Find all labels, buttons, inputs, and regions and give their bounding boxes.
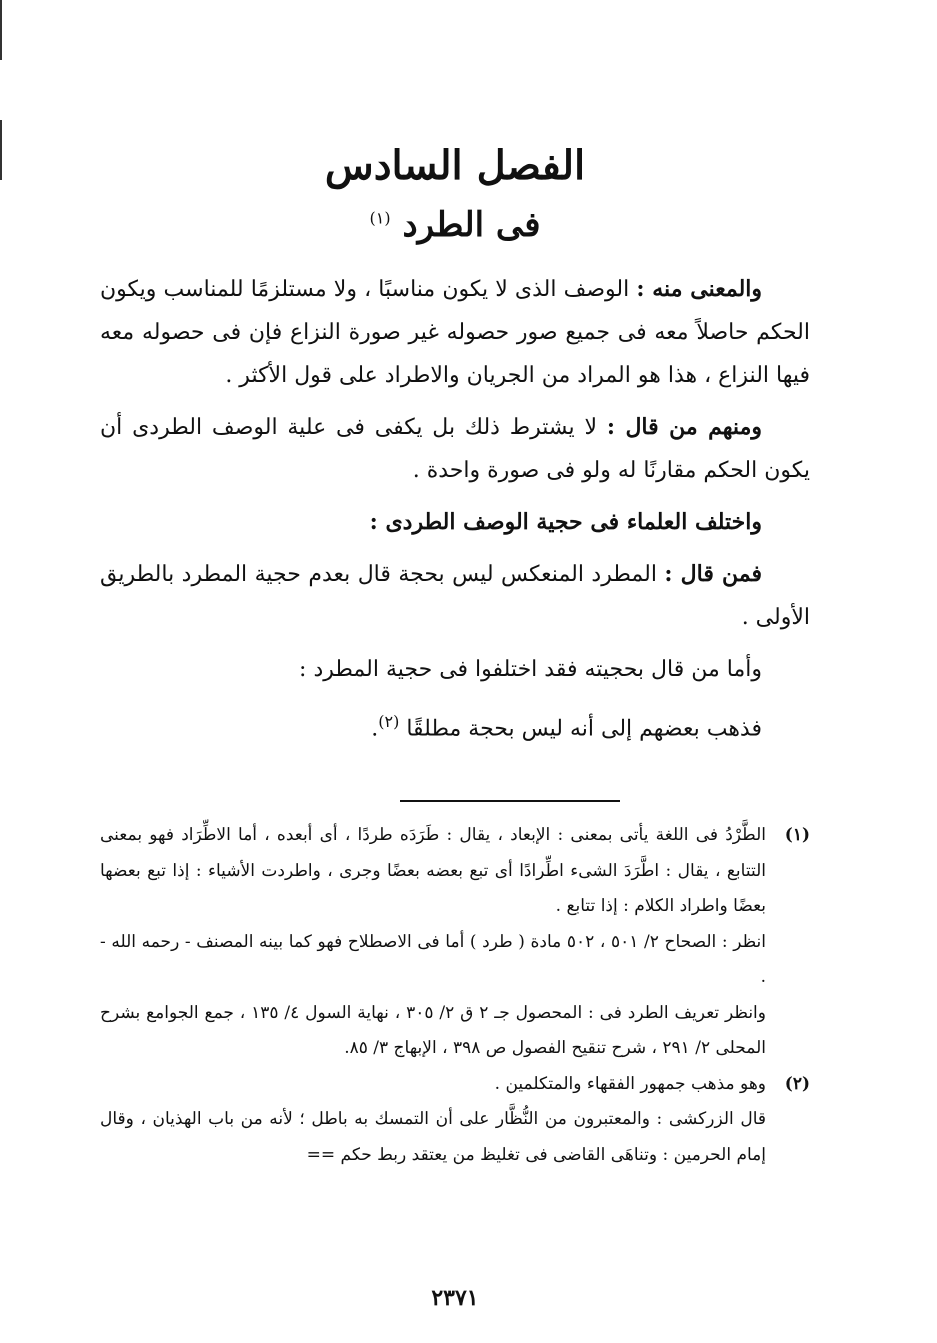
- paragraph: [100, 406, 810, 492]
- footnote-line: وهو مذهب جمهور الفقهاء والمتكلمين .: [494, 1073, 766, 1094]
- chapter-subtitle: [100, 205, 810, 245]
- footnote-line: قال الزركشى : والمعتبرون من النُّظَّار على أن التمسك به باطل ؛ لأنه من باب الهذيان ، وقال إمام الحرمين : وتناهَى القاضى فى تغليظ من يعتقد ربط حكم ==: [100, 1109, 766, 1165]
- footnote: [100, 1067, 810, 1174]
- footnote-number: (١): [784, 825, 810, 845]
- chapter-subtitle-text: فى الطرد: [402, 205, 541, 245]
- footnotes: [100, 818, 810, 1173]
- main-text: [100, 268, 810, 759]
- footnote-ref: (٢): [378, 712, 400, 731]
- footnote-number: (٢): [784, 1073, 810, 1094]
- paragraph: [100, 501, 810, 544]
- footnote: [100, 818, 810, 1067]
- chapter-title: الفصل السادس: [324, 142, 586, 189]
- paragraph: [100, 700, 762, 750]
- page-number: ٢٣٧١: [431, 1285, 479, 1311]
- paragraph-text: الوصف الذى لا يكون مناسبًا ، ولا مستلزمًا للمناسب ويكون الحكم حاصلاً معه فى جميع صور حصوله غير صورة النزاع فإن فى حصوله معه فيها النزاع ، هذا هو المراد من الجريان والاطراد على قول الأكثر .: [100, 277, 810, 388]
- paragraph-text: فذهب بعضهم إلى أنه ليس بحجة مطلقًا: [406, 716, 762, 742]
- footnote-separator: [400, 800, 620, 802]
- paragraph-lead: والمعنى منه :: [636, 276, 763, 302]
- footnote-line: انظر : الصحاح ٢/ ٥٠١ ، ٥٠٢ مادة ( طرد ) أما فى الاصطلاح فهو كما بينه المصنف - رحمه الله - .: [100, 931, 766, 987]
- page-edge-mark: [0, 120, 2, 180]
- paragraph-text: المطرد المنعكس ليس بحجة قال بعدم حجية المطرد بالطريق الأولى .: [100, 562, 810, 630]
- paragraph-lead: ومنهم من قال :: [606, 414, 762, 440]
- paragraph: [100, 553, 810, 639]
- paragraph-text: لا يشترط ذلك بل يكفى فى علية الوصف الطردى أن يكون الحكم مقارنًا له ولو فى صورة واحدة .: [100, 415, 810, 483]
- paragraph-tail: .: [371, 716, 379, 742]
- paragraph-lead: فمن قال :: [664, 561, 762, 587]
- paragraph-text: وأما من قال بحجيته فقد اختلفوا فى حجية المطرد :: [299, 657, 762, 682]
- footnote-ref: (١): [369, 208, 391, 228]
- footnote-line: الطَّرْدُ فى اللغة يأتى بمعنى : الإبعاد ، يقال : طَرَدَه طردًا ، أى أبعده ، أما الاطِّرَاد فهو بمعنى التتابع ، يقال : اطَّرَدَ الشىء اطِّرادًا أى تبع بعضه بعضًا وجرى ، واطردت الأشياء : إذا تبع بعضها بعضًا واطراد الكلام : إذا تتابع .: [100, 825, 766, 916]
- footnote-line: وانظر تعريف الطرد فى : المحصول جـ ٢ ق ٢/ ٣٠٥ ، نهاية السول ٤/ ١٣٥ ، جمع الجوامع بشرح المحلى ٢/ ٢٩١ ، شرح تنقيح الفصول ص ٣٩٨ ، الإبهاج ٣/ ٨٥.: [100, 1002, 766, 1058]
- paragraph: [100, 268, 810, 397]
- page-edge-mark: [0, 0, 2, 60]
- paragraph: [100, 648, 762, 691]
- paragraph-lead: واختلف العلماء فى حجية الوصف الطردى :: [369, 509, 762, 535]
